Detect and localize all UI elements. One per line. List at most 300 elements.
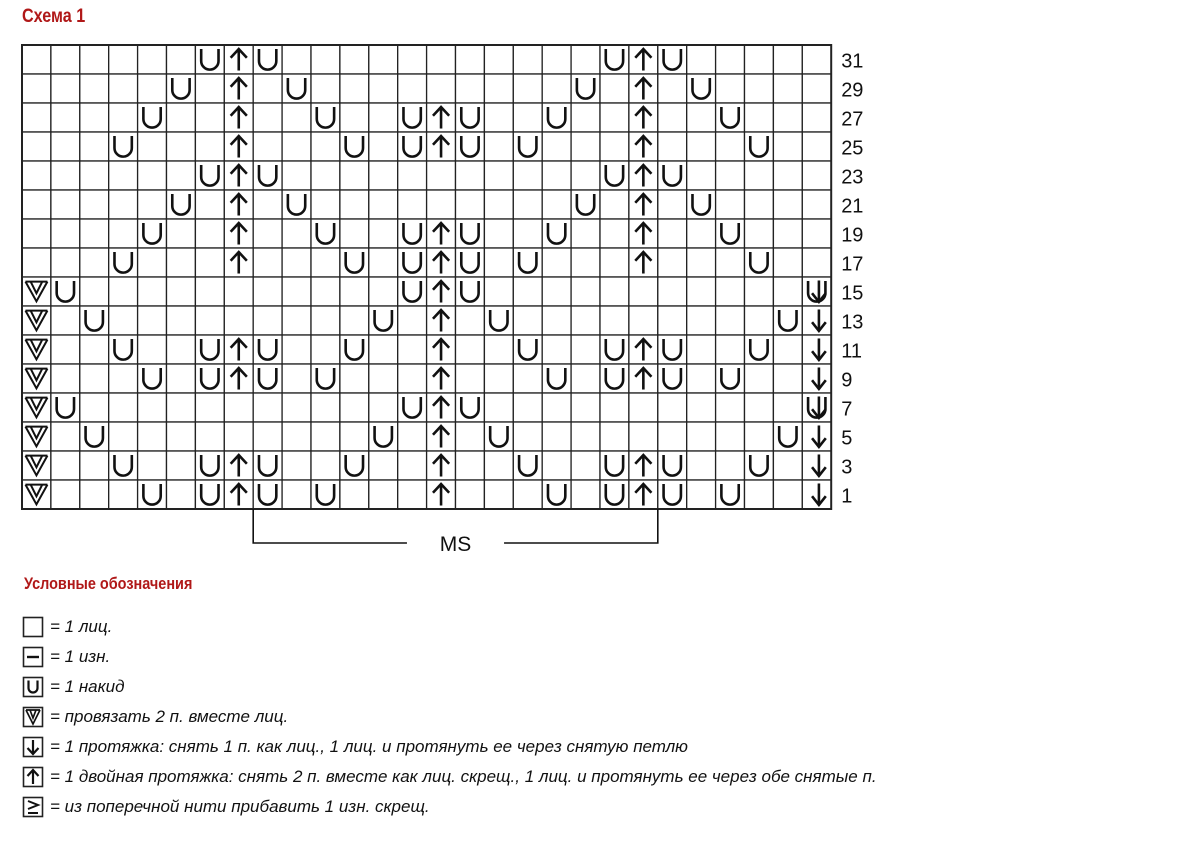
chart-cell [571, 277, 600, 306]
chart-cell [571, 422, 600, 451]
chart-cell [571, 364, 600, 393]
chart-cell [716, 190, 745, 219]
chart-cell [716, 132, 745, 161]
chart-cell [311, 451, 340, 480]
chart-cell [398, 190, 427, 219]
chart-cell [167, 45, 196, 74]
chart-cell [340, 190, 369, 219]
chart-cell [542, 306, 571, 335]
chart-cell [571, 393, 600, 422]
chart-cell [224, 306, 253, 335]
row-number-label: 27 [841, 108, 864, 131]
chart-cell [340, 364, 369, 393]
chart-cell [773, 248, 802, 277]
chart-cell [600, 306, 629, 335]
chart-cell [484, 451, 513, 480]
chart-cell [600, 277, 629, 306]
chart-cell [456, 364, 485, 393]
chart-cell [369, 161, 398, 190]
chart-cell [745, 422, 774, 451]
legend-item-double-pull [22, 762, 877, 792]
chart-cell [658, 306, 687, 335]
chart-cell [745, 45, 774, 74]
chart-cell [80, 190, 109, 219]
chart-cell [138, 161, 167, 190]
legend-text: = 1 двойная протяжка: снять 2 п. вместе как лиц. скрещ., 1 лиц. и протянуть ее через обе снятые п. [50, 767, 877, 786]
chart-cell [542, 451, 571, 480]
scheme-title: Схема 1 [22, 6, 86, 27]
chart-cell [167, 161, 196, 190]
chart-cell [542, 132, 571, 161]
chart-cell [716, 335, 745, 364]
chart-cell [109, 219, 138, 248]
chart-cell [716, 45, 745, 74]
chart-cell [109, 103, 138, 132]
chart-cell [484, 277, 513, 306]
chart-cell [773, 451, 802, 480]
legend-text: = из поперечной нити прибавить 1 изн. скрещ. [50, 797, 430, 816]
row-number-label: 21 [841, 195, 864, 218]
row-number-label: 9 [841, 369, 853, 392]
chart-cell [282, 422, 311, 451]
chart-cell [369, 190, 398, 219]
chart-cell [773, 393, 802, 422]
chart-cell [167, 335, 196, 364]
chart-cell [80, 161, 109, 190]
chart-cell [571, 103, 600, 132]
chart-cell [745, 277, 774, 306]
chart-cell [22, 161, 51, 190]
chart-cell [167, 306, 196, 335]
repeat-label: MS [439, 533, 472, 556]
chart-cell [80, 219, 109, 248]
chart-cell [773, 480, 802, 509]
chart-cell [369, 393, 398, 422]
chart-cell [80, 74, 109, 103]
chart-cell [484, 45, 513, 74]
chart-cell [398, 45, 427, 74]
legend-text: = 1 лиц. [50, 617, 113, 636]
chart-cell [51, 480, 80, 509]
row-number-label: 17 [841, 253, 864, 276]
chart-cell [658, 422, 687, 451]
chart-cell [456, 480, 485, 509]
chart-cell [311, 190, 340, 219]
chart-cell [629, 277, 658, 306]
chart-cell [513, 219, 542, 248]
legend-list [22, 612, 877, 822]
chart-cell [802, 74, 831, 103]
chart-cell [658, 132, 687, 161]
chart-cell [51, 132, 80, 161]
chart-cell [282, 364, 311, 393]
chart-cell [398, 306, 427, 335]
chart-cell [658, 190, 687, 219]
chart-cell [542, 277, 571, 306]
chart-cell [773, 45, 802, 74]
legend-item-knit [22, 612, 877, 642]
chart-cell [253, 74, 282, 103]
chart-cell [802, 103, 831, 132]
chart-cell [109, 480, 138, 509]
chart-cell [745, 190, 774, 219]
chart-cell [716, 277, 745, 306]
chart-cell [571, 132, 600, 161]
chart-cell [687, 161, 716, 190]
chart-cell [51, 248, 80, 277]
chart-cell [22, 190, 51, 219]
chart-cell [167, 248, 196, 277]
chart-cell [427, 161, 456, 190]
increase-icon [22, 796, 44, 818]
chart-cell [629, 422, 658, 451]
chart-cell [398, 335, 427, 364]
chart-cell [398, 364, 427, 393]
chart-cell [340, 277, 369, 306]
chart-cell [745, 393, 774, 422]
chart-cell [311, 393, 340, 422]
chart-cell [745, 364, 774, 393]
chart-cell [571, 306, 600, 335]
chart-cell [282, 306, 311, 335]
chart-cell [802, 219, 831, 248]
chart-cell [427, 45, 456, 74]
chart-cell [138, 393, 167, 422]
chart-cell [484, 161, 513, 190]
chart-cell [340, 161, 369, 190]
chart-cell [138, 190, 167, 219]
chart-cell [687, 480, 716, 509]
yarn-over-icon [22, 676, 44, 698]
chart-cell [109, 364, 138, 393]
chart-cell [716, 451, 745, 480]
chart-cell [253, 248, 282, 277]
chart-cell [571, 480, 600, 509]
chart-cell [687, 277, 716, 306]
chart-cell [802, 45, 831, 74]
row-number-label: 13 [841, 311, 864, 334]
chart-cell [51, 74, 80, 103]
chart-cell [369, 103, 398, 132]
chart-cell [745, 103, 774, 132]
chart-cell [51, 190, 80, 219]
chart-cell [687, 132, 716, 161]
chart-cell [195, 277, 224, 306]
chart-cell [773, 132, 802, 161]
chart-cell [253, 422, 282, 451]
chart-cell [282, 103, 311, 132]
chart-cell [542, 248, 571, 277]
chart-cell [773, 190, 802, 219]
chart-cell [138, 45, 167, 74]
chart-cell [513, 45, 542, 74]
chart-cell [484, 190, 513, 219]
chart-cell [51, 451, 80, 480]
chart-cell [745, 161, 774, 190]
row-number-label: 3 [841, 456, 853, 479]
chart-cell [542, 335, 571, 364]
chart-cell [340, 306, 369, 335]
chart-cell [716, 422, 745, 451]
repeat-bracket [253, 509, 658, 556]
legend-text: = 1 протяжка: снять 1 п. как лиц., 1 лиц. и протянуть ее через снятую петлю [50, 737, 688, 756]
chart-cell [369, 480, 398, 509]
chart-cell [311, 161, 340, 190]
chart-cell [542, 422, 571, 451]
chart-cell [484, 219, 513, 248]
chart-cell [716, 248, 745, 277]
chart-cell [195, 103, 224, 132]
chart-cell [687, 364, 716, 393]
chart-cell [773, 219, 802, 248]
chart-cell [51, 335, 80, 364]
chart-cell [802, 248, 831, 277]
legend-text: = 1 изн. [50, 647, 111, 666]
chart-cell [802, 161, 831, 190]
chart-cell [51, 103, 80, 132]
chart-cell [773, 364, 802, 393]
chart-cell [513, 393, 542, 422]
chart-cell [340, 422, 369, 451]
chart-cell [138, 306, 167, 335]
chart-cell [80, 335, 109, 364]
chart-cell [456, 74, 485, 103]
chart-cell [658, 393, 687, 422]
legend-item-k2tog [22, 702, 877, 732]
chart-cell [600, 132, 629, 161]
chart-cell [51, 161, 80, 190]
chart-cell [369, 74, 398, 103]
chart-cell [600, 393, 629, 422]
chart-cell [195, 74, 224, 103]
chart-cell [687, 306, 716, 335]
chart-cell [369, 335, 398, 364]
chart-cell [340, 480, 369, 509]
chart-cell [745, 306, 774, 335]
chart-cell [773, 103, 802, 132]
chart-cell [600, 190, 629, 219]
chart-cell [80, 248, 109, 277]
chart-cell [311, 422, 340, 451]
chart-cell [484, 335, 513, 364]
row-number-label: 23 [841, 166, 864, 189]
chart-cell [658, 74, 687, 103]
chart-cell [802, 451, 831, 480]
chart-cell [138, 74, 167, 103]
chart-cell [369, 132, 398, 161]
chart-cell [542, 393, 571, 422]
chart-cell [282, 277, 311, 306]
chart-cell [456, 161, 485, 190]
chart-cell [167, 364, 196, 393]
legend-title: Условные обозначения [24, 574, 193, 593]
down-arrow-icon [22, 736, 44, 758]
chart-cell [51, 422, 80, 451]
chart-cell [80, 132, 109, 161]
chart-cell [687, 248, 716, 277]
chart-cell [398, 161, 427, 190]
chart-cell [600, 74, 629, 103]
chart-cell [687, 451, 716, 480]
chart-cell [600, 219, 629, 248]
chart-cell [311, 132, 340, 161]
chart-cell [802, 335, 831, 364]
chart-cell [195, 219, 224, 248]
chart-cell [456, 190, 485, 219]
chart-cell [658, 277, 687, 306]
chart-cell [773, 277, 802, 306]
row-number-label: 25 [841, 137, 864, 160]
legend-text: = 1 накид [50, 677, 125, 696]
chart-cell [311, 277, 340, 306]
row-number-label: 29 [841, 79, 864, 102]
chart-cell [513, 422, 542, 451]
chart-cell [542, 74, 571, 103]
legend-item-increase [22, 792, 877, 822]
chart-cell [282, 132, 311, 161]
chart-cell [80, 103, 109, 132]
chart-cell [195, 422, 224, 451]
chart-cell [542, 161, 571, 190]
chart-cell [658, 103, 687, 132]
chart-cell [773, 161, 802, 190]
chart-cell [456, 45, 485, 74]
chart-cell [687, 393, 716, 422]
chart-cell [167, 393, 196, 422]
row-number-label: 31 [841, 50, 864, 73]
chart-cell [138, 248, 167, 277]
chart-cell [340, 103, 369, 132]
row-number-label: 11 [841, 340, 862, 363]
chart-cell [138, 277, 167, 306]
chart-cell [427, 190, 456, 219]
row-number-label: 15 [841, 282, 864, 305]
chart-cell [745, 74, 774, 103]
row-number-label: 1 [841, 485, 853, 508]
chart-cell [658, 219, 687, 248]
chart-cell [195, 393, 224, 422]
chart-cell [109, 190, 138, 219]
chart-cell [80, 480, 109, 509]
chart-cell [253, 306, 282, 335]
chart-cell [167, 277, 196, 306]
chart-cell [109, 393, 138, 422]
chart-cell [109, 45, 138, 74]
chart-cell [571, 45, 600, 74]
chart-cell [80, 277, 109, 306]
chart-cell [456, 306, 485, 335]
chart-cell [167, 132, 196, 161]
chart-cell [484, 393, 513, 422]
chart-cell [224, 393, 253, 422]
repeat-bracket-left [253, 509, 407, 543]
chart-cell [687, 422, 716, 451]
chart-cell [398, 74, 427, 103]
chart-cell [311, 248, 340, 277]
chart-cell [571, 248, 600, 277]
chart-cell [311, 306, 340, 335]
chart-cell [167, 480, 196, 509]
chart-cell [22, 45, 51, 74]
chart-cell [687, 103, 716, 132]
chart-cell [22, 132, 51, 161]
chart-cell [22, 248, 51, 277]
chart-cell [109, 161, 138, 190]
chart-cell [456, 335, 485, 364]
chart-cell [109, 306, 138, 335]
row-number-label: 5 [841, 427, 853, 450]
chart-cell [22, 103, 51, 132]
chart-cell [629, 306, 658, 335]
chart-cell [571, 219, 600, 248]
chart-cell [253, 277, 282, 306]
chart-cell [138, 132, 167, 161]
chart-cell [716, 74, 745, 103]
chart-cell [802, 364, 831, 393]
chart-cell [802, 190, 831, 219]
chart-cell [484, 364, 513, 393]
chart-cell [195, 132, 224, 161]
chart-cell [340, 45, 369, 74]
chart-cell [253, 219, 282, 248]
chart-cell [513, 74, 542, 103]
chart-cell [484, 74, 513, 103]
chart-cell [513, 306, 542, 335]
chart-cell [513, 161, 542, 190]
chart-cell [773, 335, 802, 364]
chart-cell [51, 219, 80, 248]
chart-cell [80, 364, 109, 393]
chart-cell [340, 74, 369, 103]
chart-cell [253, 103, 282, 132]
chart-cell [802, 306, 831, 335]
chart-cell [513, 103, 542, 132]
chart-cell [802, 132, 831, 161]
row-number-label: 19 [841, 224, 864, 247]
chart-cell [369, 364, 398, 393]
legend-item-pull [22, 732, 877, 762]
chart-cell [282, 248, 311, 277]
chart-cell [311, 45, 340, 74]
chart-cell [138, 451, 167, 480]
chart-cell [282, 335, 311, 364]
row-number-label: 7 [841, 398, 853, 421]
chart-cell [311, 335, 340, 364]
chart-cell [802, 422, 831, 451]
chart-cell [253, 190, 282, 219]
chart-cell [253, 132, 282, 161]
chart-cell [253, 393, 282, 422]
chart-cell [109, 74, 138, 103]
chart-cell [513, 277, 542, 306]
chart-cell [658, 248, 687, 277]
legend-item-yarn-over [22, 672, 877, 702]
chart-cell [282, 451, 311, 480]
chart-cell [340, 219, 369, 248]
chart-cell [311, 74, 340, 103]
chart-cell [80, 451, 109, 480]
chart-cell [427, 74, 456, 103]
chart-cell [282, 45, 311, 74]
chart-cell [456, 422, 485, 451]
chart-cell [109, 422, 138, 451]
chart-cell [224, 422, 253, 451]
chart-cell [369, 248, 398, 277]
chart-cell [282, 393, 311, 422]
chart-cell [716, 393, 745, 422]
chart-cell [22, 219, 51, 248]
blank-square-icon [22, 616, 44, 638]
